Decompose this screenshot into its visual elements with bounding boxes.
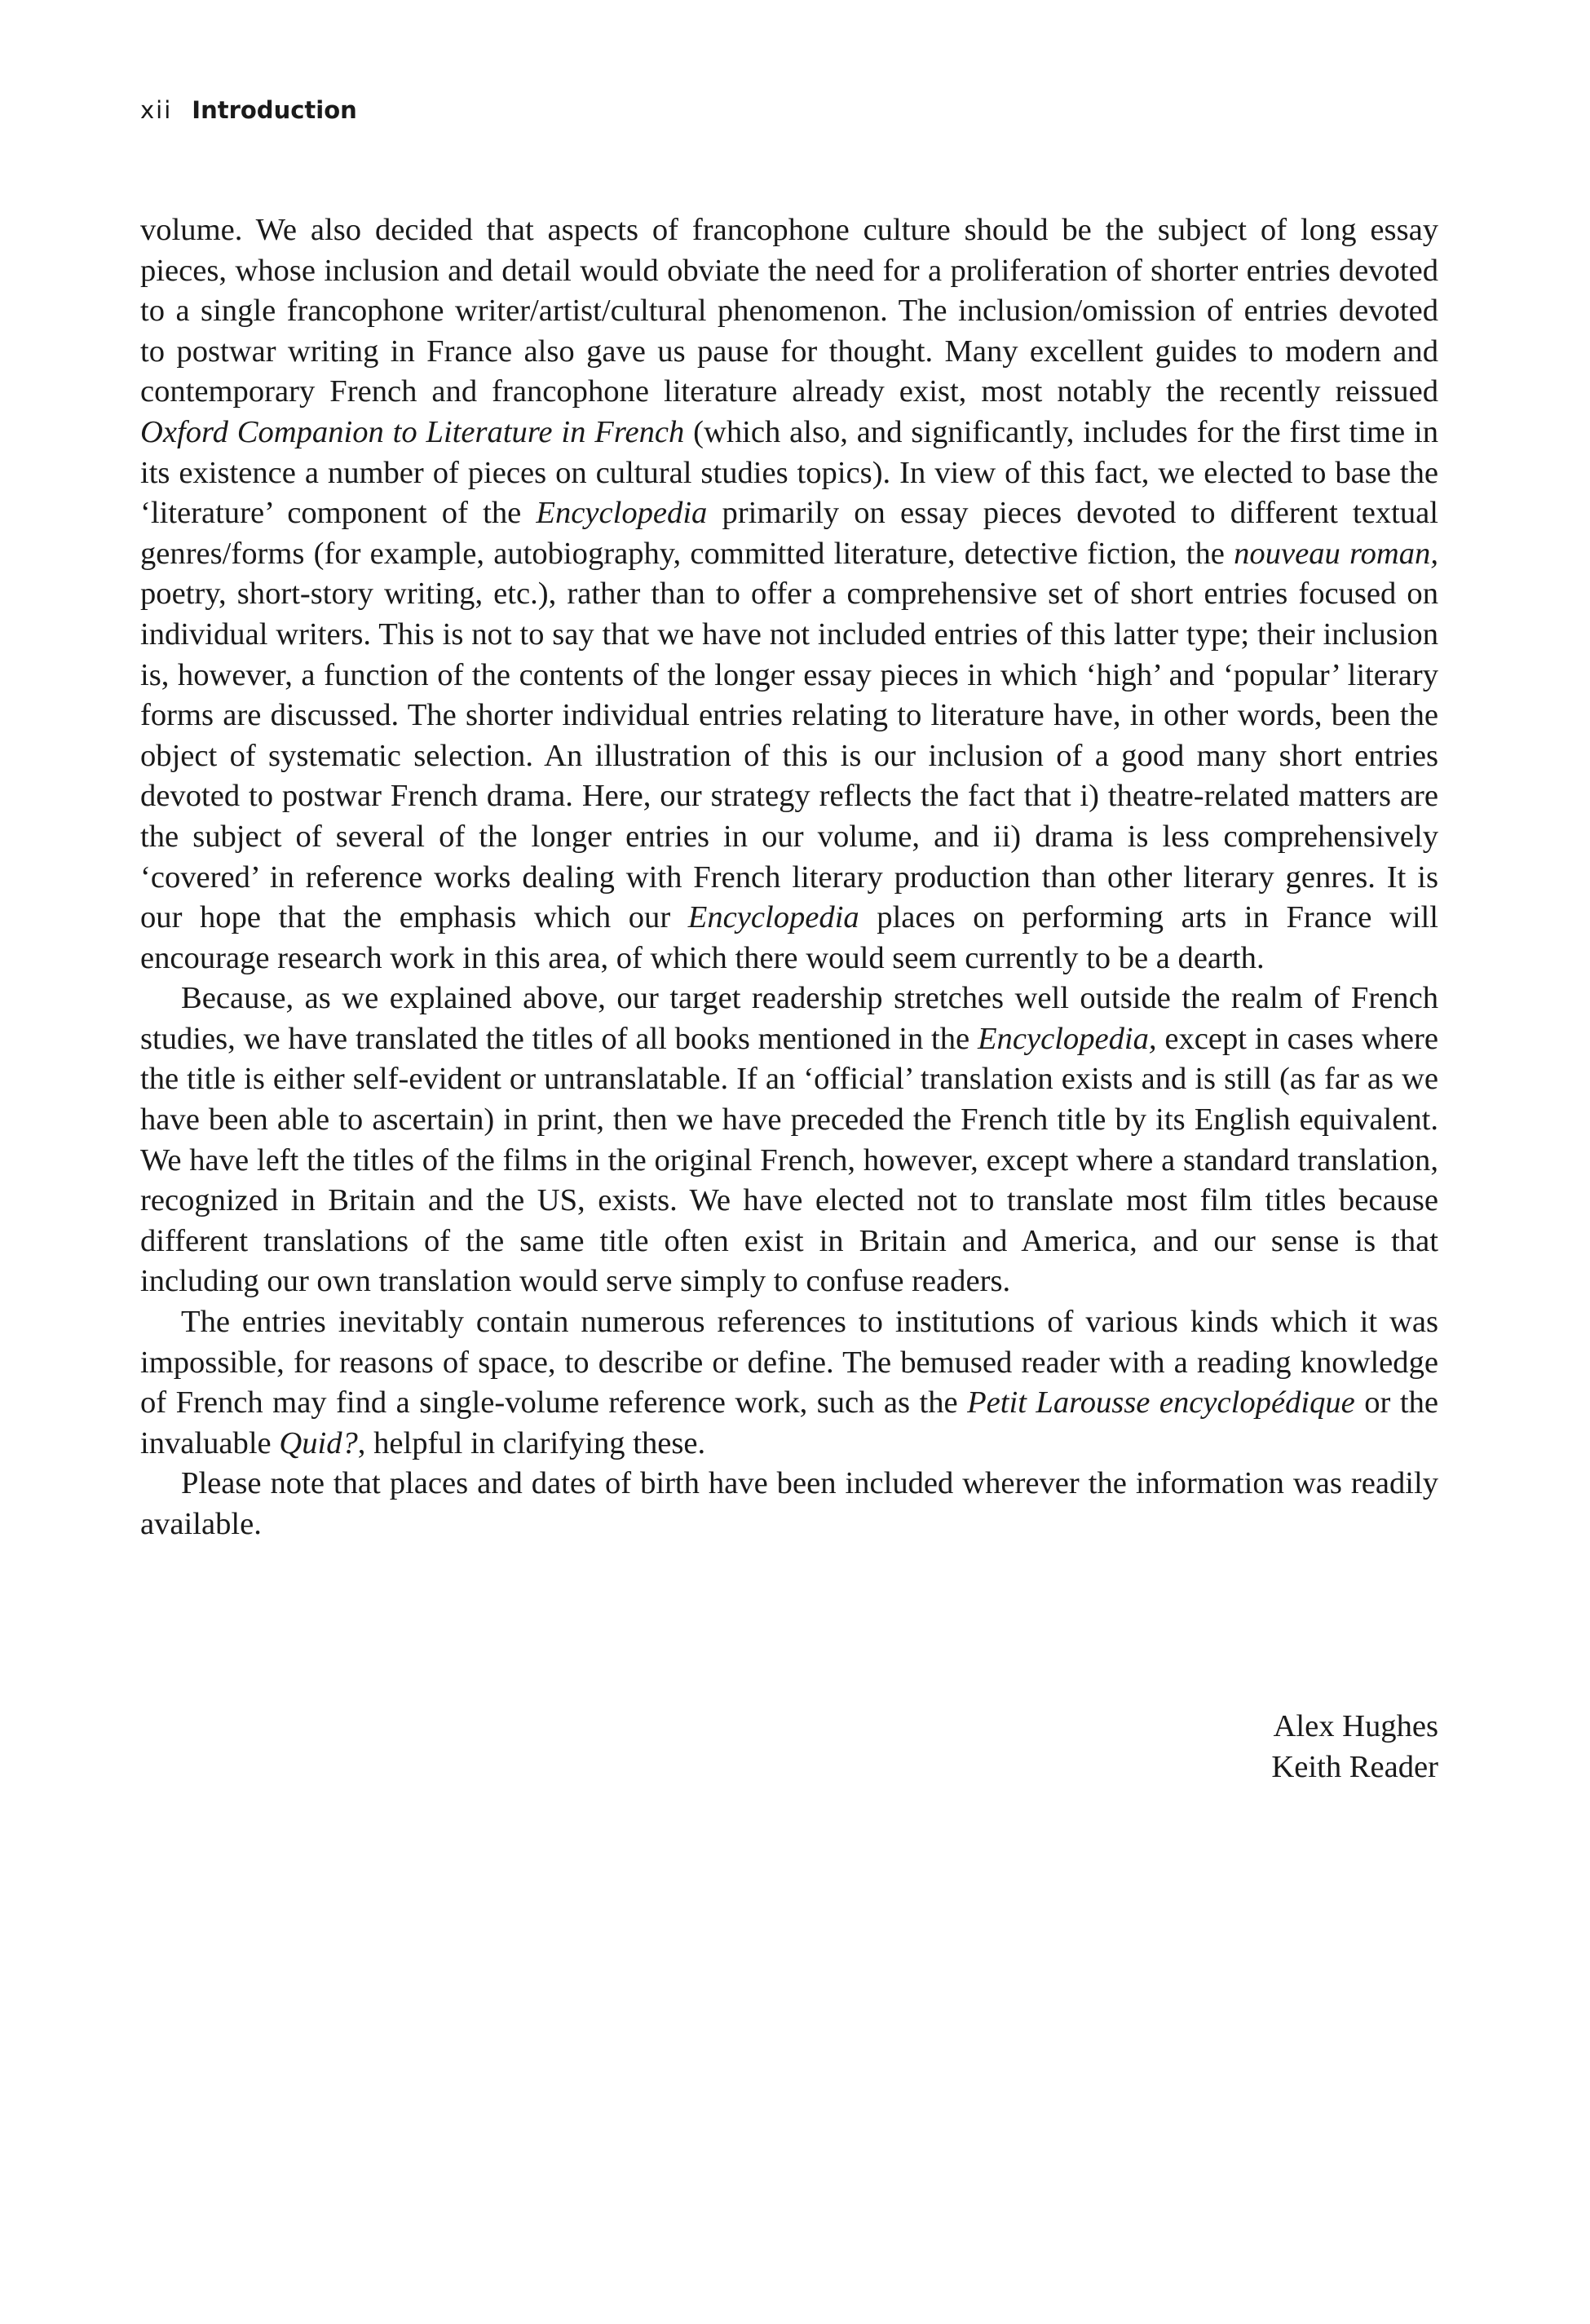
paragraph-3 xyxy=(140,1302,1438,1464)
text-segment: places on performing arts in France will encourage research work in this area, of which there would seem currently to be a dearth. xyxy=(140,900,1438,975)
text-segment: Because, as we explained above, our target readership stretches well outside the realm of French studies, we have translated the titles of all books mentioned in the xyxy=(140,981,1438,1056)
text-segment: , helpful in clarifying these. xyxy=(357,1425,706,1460)
text-segment: primarily on essay pieces devoted to different textual genres/forms (for example, autobiography, committed literature, detective fiction, the xyxy=(140,496,1438,571)
italic-title: Encyclopedia xyxy=(536,496,708,531)
text-segment: Please note that places and dates of birth have been included wherever the information was readily available. xyxy=(140,1466,1438,1541)
text-segment: (which also, and significantly, includes for the first time in its existence a number of pieces on cultural studies topics). In view of this fact, we elected to base the ‘literature’ component of the xyxy=(140,414,1438,531)
italic-term: nouveau roman, xyxy=(1234,536,1438,571)
running-head xyxy=(140,96,357,124)
paragraph-2 xyxy=(140,979,1438,1302)
page-number: xii xyxy=(140,96,173,124)
text-segment: The entries inevitably contain numerous references to institutions of various kinds which it was impossible, for reasons of space, to describe or define. The bemused reader with a reading knowledge of French may find a single-volume reference work, such as the xyxy=(140,1305,1438,1420)
chapter-title: Introduction xyxy=(192,96,357,124)
text-segment: or the invaluable xyxy=(140,1385,1438,1460)
signature-block xyxy=(1271,1707,1438,1787)
text-segment: volume. We also decided that aspects of francophone culture should be the subject of long essay pieces, whose inclusion and detail would obviate the need for a proliferation of shorter entries devoted to a single francophone writer/artist/cultural phenomenon. The inclusion/omission of entries devoted to postwar writing in France also gave us pause for thought. Many excellent guides to modern and contemporary French and francophone literature already exist, most notably the recently reissued xyxy=(140,213,1438,409)
text-segment: except in cases where the title is either self-evident or untranslatable. If an ‘official’ translation exists and is still (as far as we have been able to ascertain) in print, then we have preceded the French title by its English equivalent. We have left the titles of the films in the original French, however, except where a standard translation, recognized in Britain and the US, exists. We have elected not to translate most film titles because different translations of the same title often exist in Britain and America, and our sense is that including our own translation would serve simply to confuse readers. xyxy=(140,1021,1439,1299)
italic-title: Petit Larousse encyclopédique xyxy=(967,1385,1355,1420)
author-name: Alex Hughes xyxy=(1273,1709,1438,1743)
paragraph-4 xyxy=(140,1464,1438,1544)
paragraph-1 xyxy=(140,210,1438,979)
body-text xyxy=(140,210,1438,1545)
italic-title: Quid? xyxy=(279,1425,358,1460)
author-name: Keith Reader xyxy=(1271,1749,1438,1784)
italic-title: Encyclopedia, xyxy=(977,1021,1157,1056)
italic-title: Encyclopedia xyxy=(687,900,859,935)
text-segment: poetry, short-story writing, etc.), rather than to offer a comprehensive set of short entries focused on individual writers. This is not to say that we have not included entries of this latter type; their inclusion is, however, a function of the contents of the longer essay pieces in which ‘high’ and ‘popular’ literary forms are discussed. The shorter individual entries relating to literature have, in other words, been the object of systematic selection. An illustration of this is our inclusion of a good many short entries devoted to postwar French drama. Here, our strategy reflects the fact that i) theatre-related matters are the subject of several of the longer entries in our volume, and ii) drama is less comprehensively ‘covered’ in reference works dealing with French literary production than other literary genres. It is our hope that the emphasis which our xyxy=(140,577,1438,935)
italic-title: Oxford Companion to Literature in French xyxy=(140,414,685,449)
